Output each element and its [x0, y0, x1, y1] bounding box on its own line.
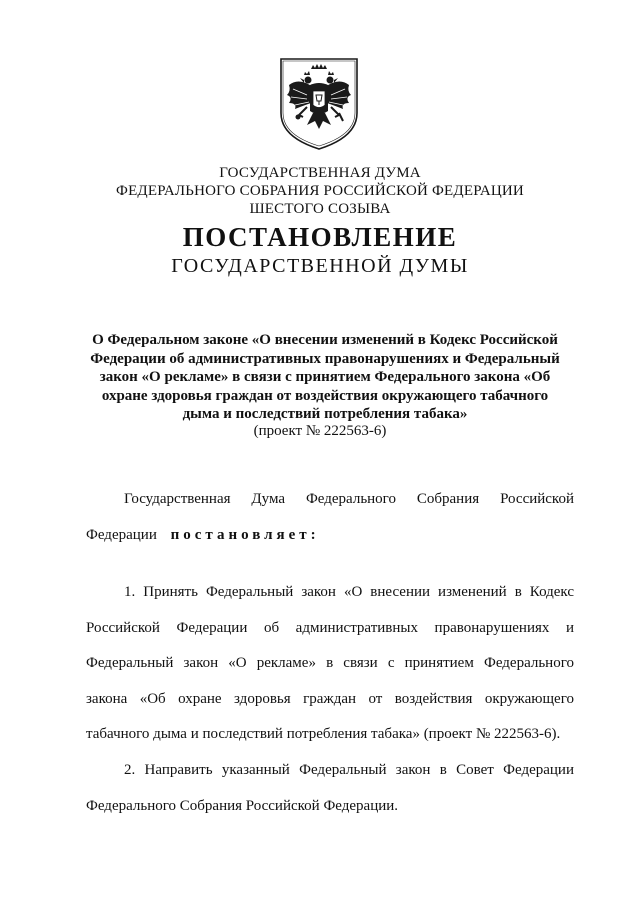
item-1-line: Российской Федерации об административных правонарушениях и [86, 620, 574, 636]
convocation: ШЕСТОГО СОЗЫВА [249, 201, 391, 217]
item-1-line: Федеральный закон «О рекламе» в связи с принятием Федерального [86, 655, 574, 671]
project-number: (проект № 222563-6) [253, 423, 387, 439]
item-2-line: 2. Направить указанный Федеральный закон в Совет Федерации [124, 762, 574, 778]
preamble-line: Государственная Дума Федерального Собрания Российской [124, 491, 574, 507]
preamble-verb: постановляет: [170, 527, 320, 543]
subject-line: Федерации об административных правонарушениях и Федеральный [90, 350, 560, 367]
item-1-line: 1. Принять Федеральный закон «О внесении изменений в Кодекс [124, 584, 574, 600]
coat-of-arms-icon [277, 55, 361, 153]
preamble-line [86, 527, 574, 544]
item-1-line: табачного дыма и последствий потребления табака» (проект № 222563-6). [86, 726, 561, 742]
preamble-subject: Федерации [86, 527, 157, 543]
resolution-subject [86, 331, 564, 424]
parliament-name: ГОСУДАРСТВЕННАЯ ДУМА [219, 165, 421, 181]
subject-line: дыма и последствий потребления табака» [182, 406, 468, 422]
subject-line: закон «О рекламе» в связи с принятием Федерального закона «Об [99, 369, 551, 385]
document-issuer: ГОСУДАРСТВЕННОЙ ДУМЫ [171, 255, 469, 277]
federal-assembly-name: ФЕДЕРАЛЬНОГО СОБРАНИЯ РОССИЙСКОЙ ФЕДЕРАЦИИ [116, 183, 524, 199]
subject-line: охране здоровья граждан от воздействия окружающего табачного [101, 387, 549, 404]
item-1-line: закона «Об охране здоровья граждан от воздействия окружающего [86, 691, 574, 707]
item-2-line: Федерального Собрания Российской Федерации. [86, 798, 399, 814]
document-type-title: ПОСТАНОВЛЕНИЕ [182, 222, 458, 252]
subject-line: О Федеральном законе «О внесении изменений в Кодекс Российской [92, 332, 558, 348]
